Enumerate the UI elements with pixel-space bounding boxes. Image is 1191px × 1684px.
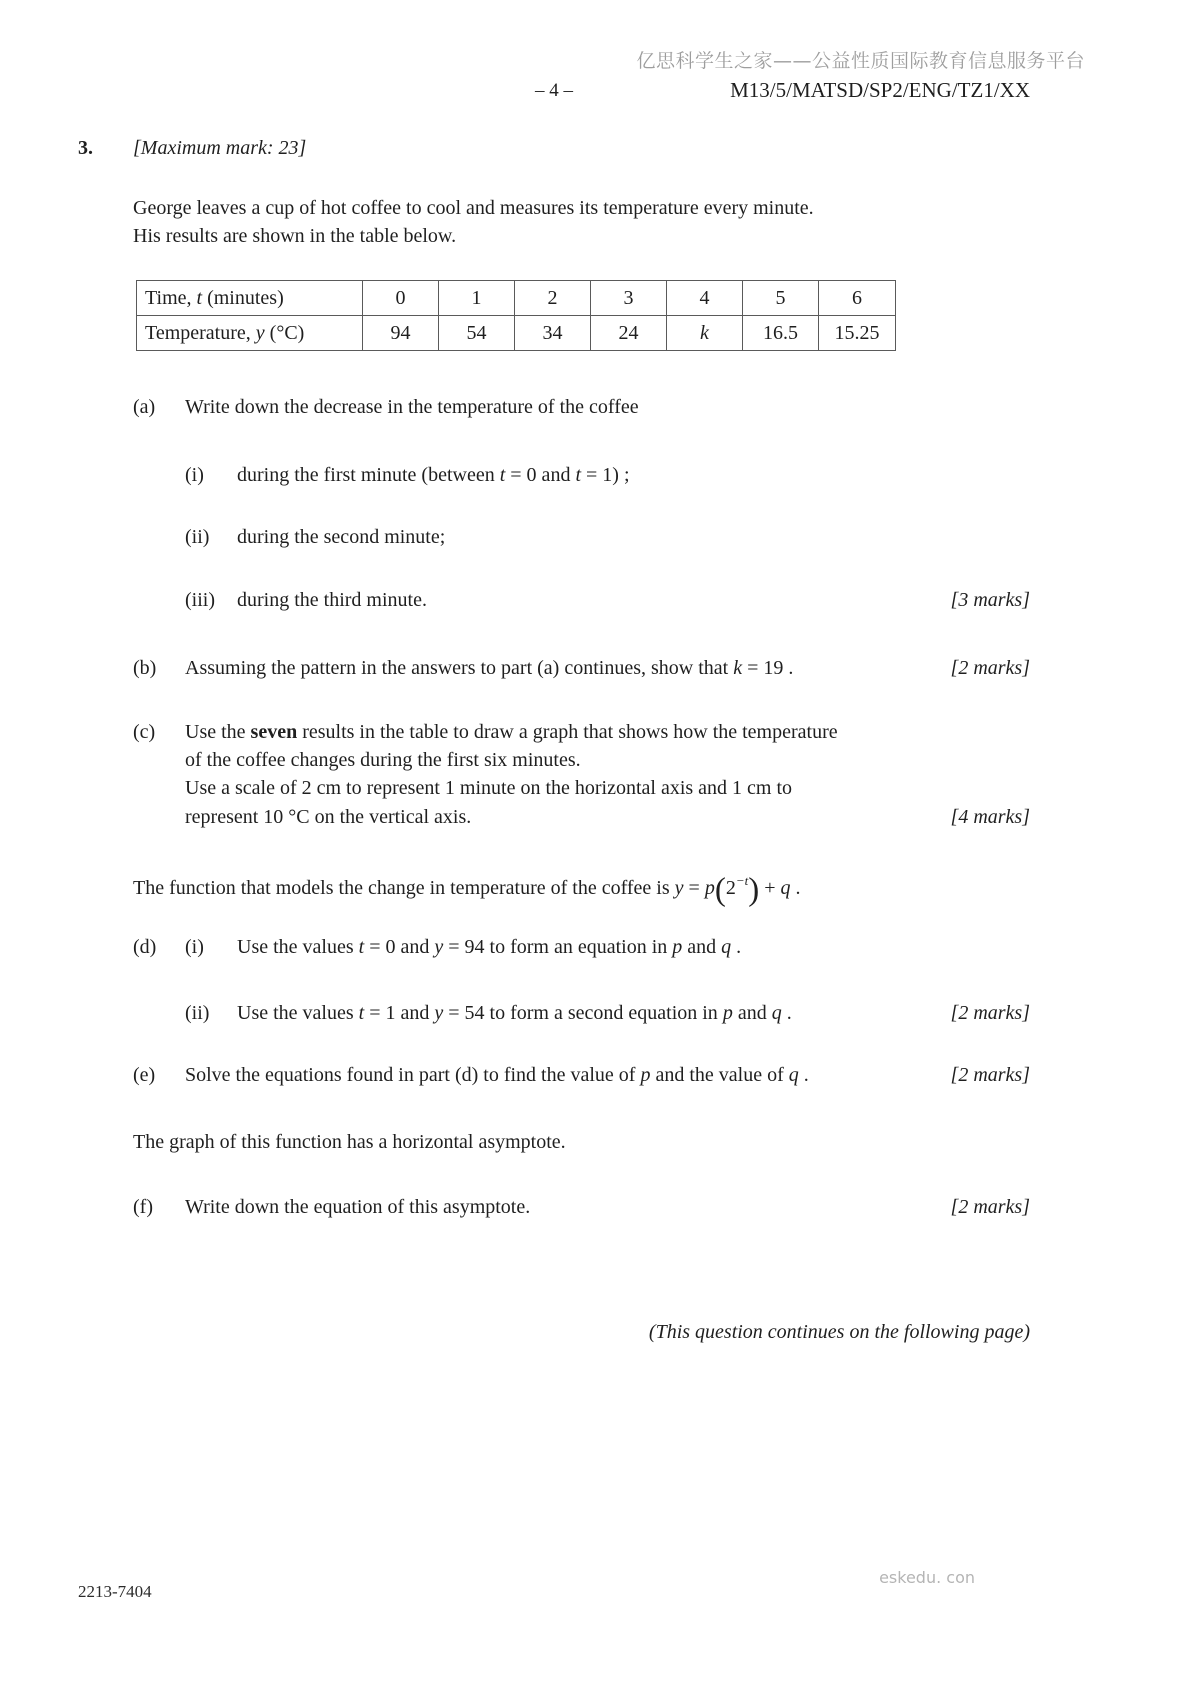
part-a-ii-label: (ii) [185, 526, 210, 548]
table-row-time [137, 281, 896, 316]
part-a-iii-label: (iii) [185, 589, 215, 611]
marks-part-d: [2 marks] [950, 1002, 1030, 1024]
intro-line-2: His results are shown in the table below. [133, 225, 457, 247]
part-c-text-1: Use the seven results in the table to draw a graph that shows how the temperature [185, 721, 838, 743]
maximum-mark: [Maximum mark: 23] [133, 137, 307, 159]
part-d-i-line [133, 935, 741, 959]
footer-site-watermark: eskedu. con [879, 1568, 975, 1587]
part-a-line [133, 395, 639, 419]
part-a-iii-line [185, 588, 427, 612]
paper-code: M13/5/MATSD/SP2/ENG/TZ1/XX [730, 78, 1030, 102]
marks-part-a: [3 marks] [950, 589, 1030, 611]
results-table [136, 280, 896, 351]
part-c-label: (c) [133, 721, 156, 743]
intro-line-1: George leaves a cup of hot coffee to cool and measures its temperature every minute. [133, 197, 814, 219]
part-d-label: (d) [133, 936, 157, 958]
table-cell: 34 [515, 316, 591, 351]
part-d-ii-label: (ii) [185, 1002, 210, 1024]
table-cell: 6 [819, 281, 896, 316]
part-a-iii-text: during the third minute. [237, 589, 427, 611]
table-cell: 16.5 [743, 316, 819, 351]
table-cell: 15.25 [819, 316, 896, 351]
watermark-text: 亿思科学生之家——公益性质国际教育信息服务平台 [636, 50, 1085, 72]
part-d-i-text: Use the values t = 0 and y = 94 to form an equation in p and q . [237, 936, 742, 958]
part-e-label: (e) [133, 1064, 156, 1086]
part-a-label: (a) [133, 396, 156, 418]
table-cell: 1 [439, 281, 515, 316]
part-a-i-line [185, 463, 630, 487]
table-header-time: Time, t (minutes) [137, 281, 363, 316]
part-f-label: (f) [133, 1196, 153, 1218]
part-d-ii-text: Use the values t = 1 and y = 54 to form a second equation in p and q . [237, 1002, 792, 1024]
part-b-label: (b) [133, 657, 157, 679]
footer-paper-number: 2213-7404 [78, 1582, 152, 1601]
part-b-line [133, 656, 793, 680]
page-number: – 4 – [535, 80, 573, 101]
marks-part-b: [2 marks] [950, 657, 1030, 679]
marks-part-f: [2 marks] [950, 1196, 1030, 1218]
part-f-text: Write down the equation of this asymptote. [185, 1196, 531, 1218]
table-cell: 2 [515, 281, 591, 316]
table-cell: k [667, 316, 743, 351]
part-d-i-label: (i) [185, 936, 204, 958]
table-row-temperature [137, 316, 896, 351]
part-e-text: Solve the equations found in part (d) to find the value of p and the value of q . [185, 1064, 809, 1086]
function-model-line: The function that models the change in temperature of the coffee is $y = p(2^{-t}) + q$ . [133, 872, 801, 908]
table-header-temperature: Temperature, y (°C) [137, 316, 363, 351]
table-cell: 0 [363, 281, 439, 316]
table-cell: 94 [363, 316, 439, 351]
part-f-line [133, 1195, 530, 1219]
part-a-ii-text: during the second minute; [237, 526, 446, 548]
part-a-text: Write down the decrease in the temperature of the coffee [185, 396, 639, 418]
part-e-line [133, 1063, 809, 1087]
part-c-line-4: represent 10 °C on the vertical axis. [185, 806, 472, 828]
part-c-line-1 [133, 720, 838, 744]
continues-note: (This question continues on the following page) [648, 1321, 1030, 1343]
marks-part-e: [2 marks] [950, 1064, 1030, 1086]
part-b-text: Assuming the pattern in the answers to part (a) continues, show that k = 19 . [185, 657, 794, 679]
part-a-i-text: during the first minute (between t = 0 and t = 1) ; [237, 464, 630, 486]
marks-part-c: [4 marks] [950, 806, 1030, 828]
table-cell: 24 [591, 316, 667, 351]
part-a-ii-line [185, 525, 445, 549]
asymptote-statement: The graph of this function has a horizontal asymptote. [133, 1131, 566, 1153]
part-c-line-3: Use a scale of 2 cm to represent 1 minute on the horizontal axis and 1 cm to [185, 777, 793, 799]
part-d-ii-line [185, 1001, 792, 1025]
table-cell: 5 [743, 281, 819, 316]
table-cell: 54 [439, 316, 515, 351]
part-a-i-label: (i) [185, 464, 204, 486]
question-number: 3. [78, 137, 93, 159]
table-cell: 4 [667, 281, 743, 316]
part-c-line-2: of the coffee changes during the first six minutes. [185, 749, 581, 771]
table-cell: 3 [591, 281, 667, 316]
